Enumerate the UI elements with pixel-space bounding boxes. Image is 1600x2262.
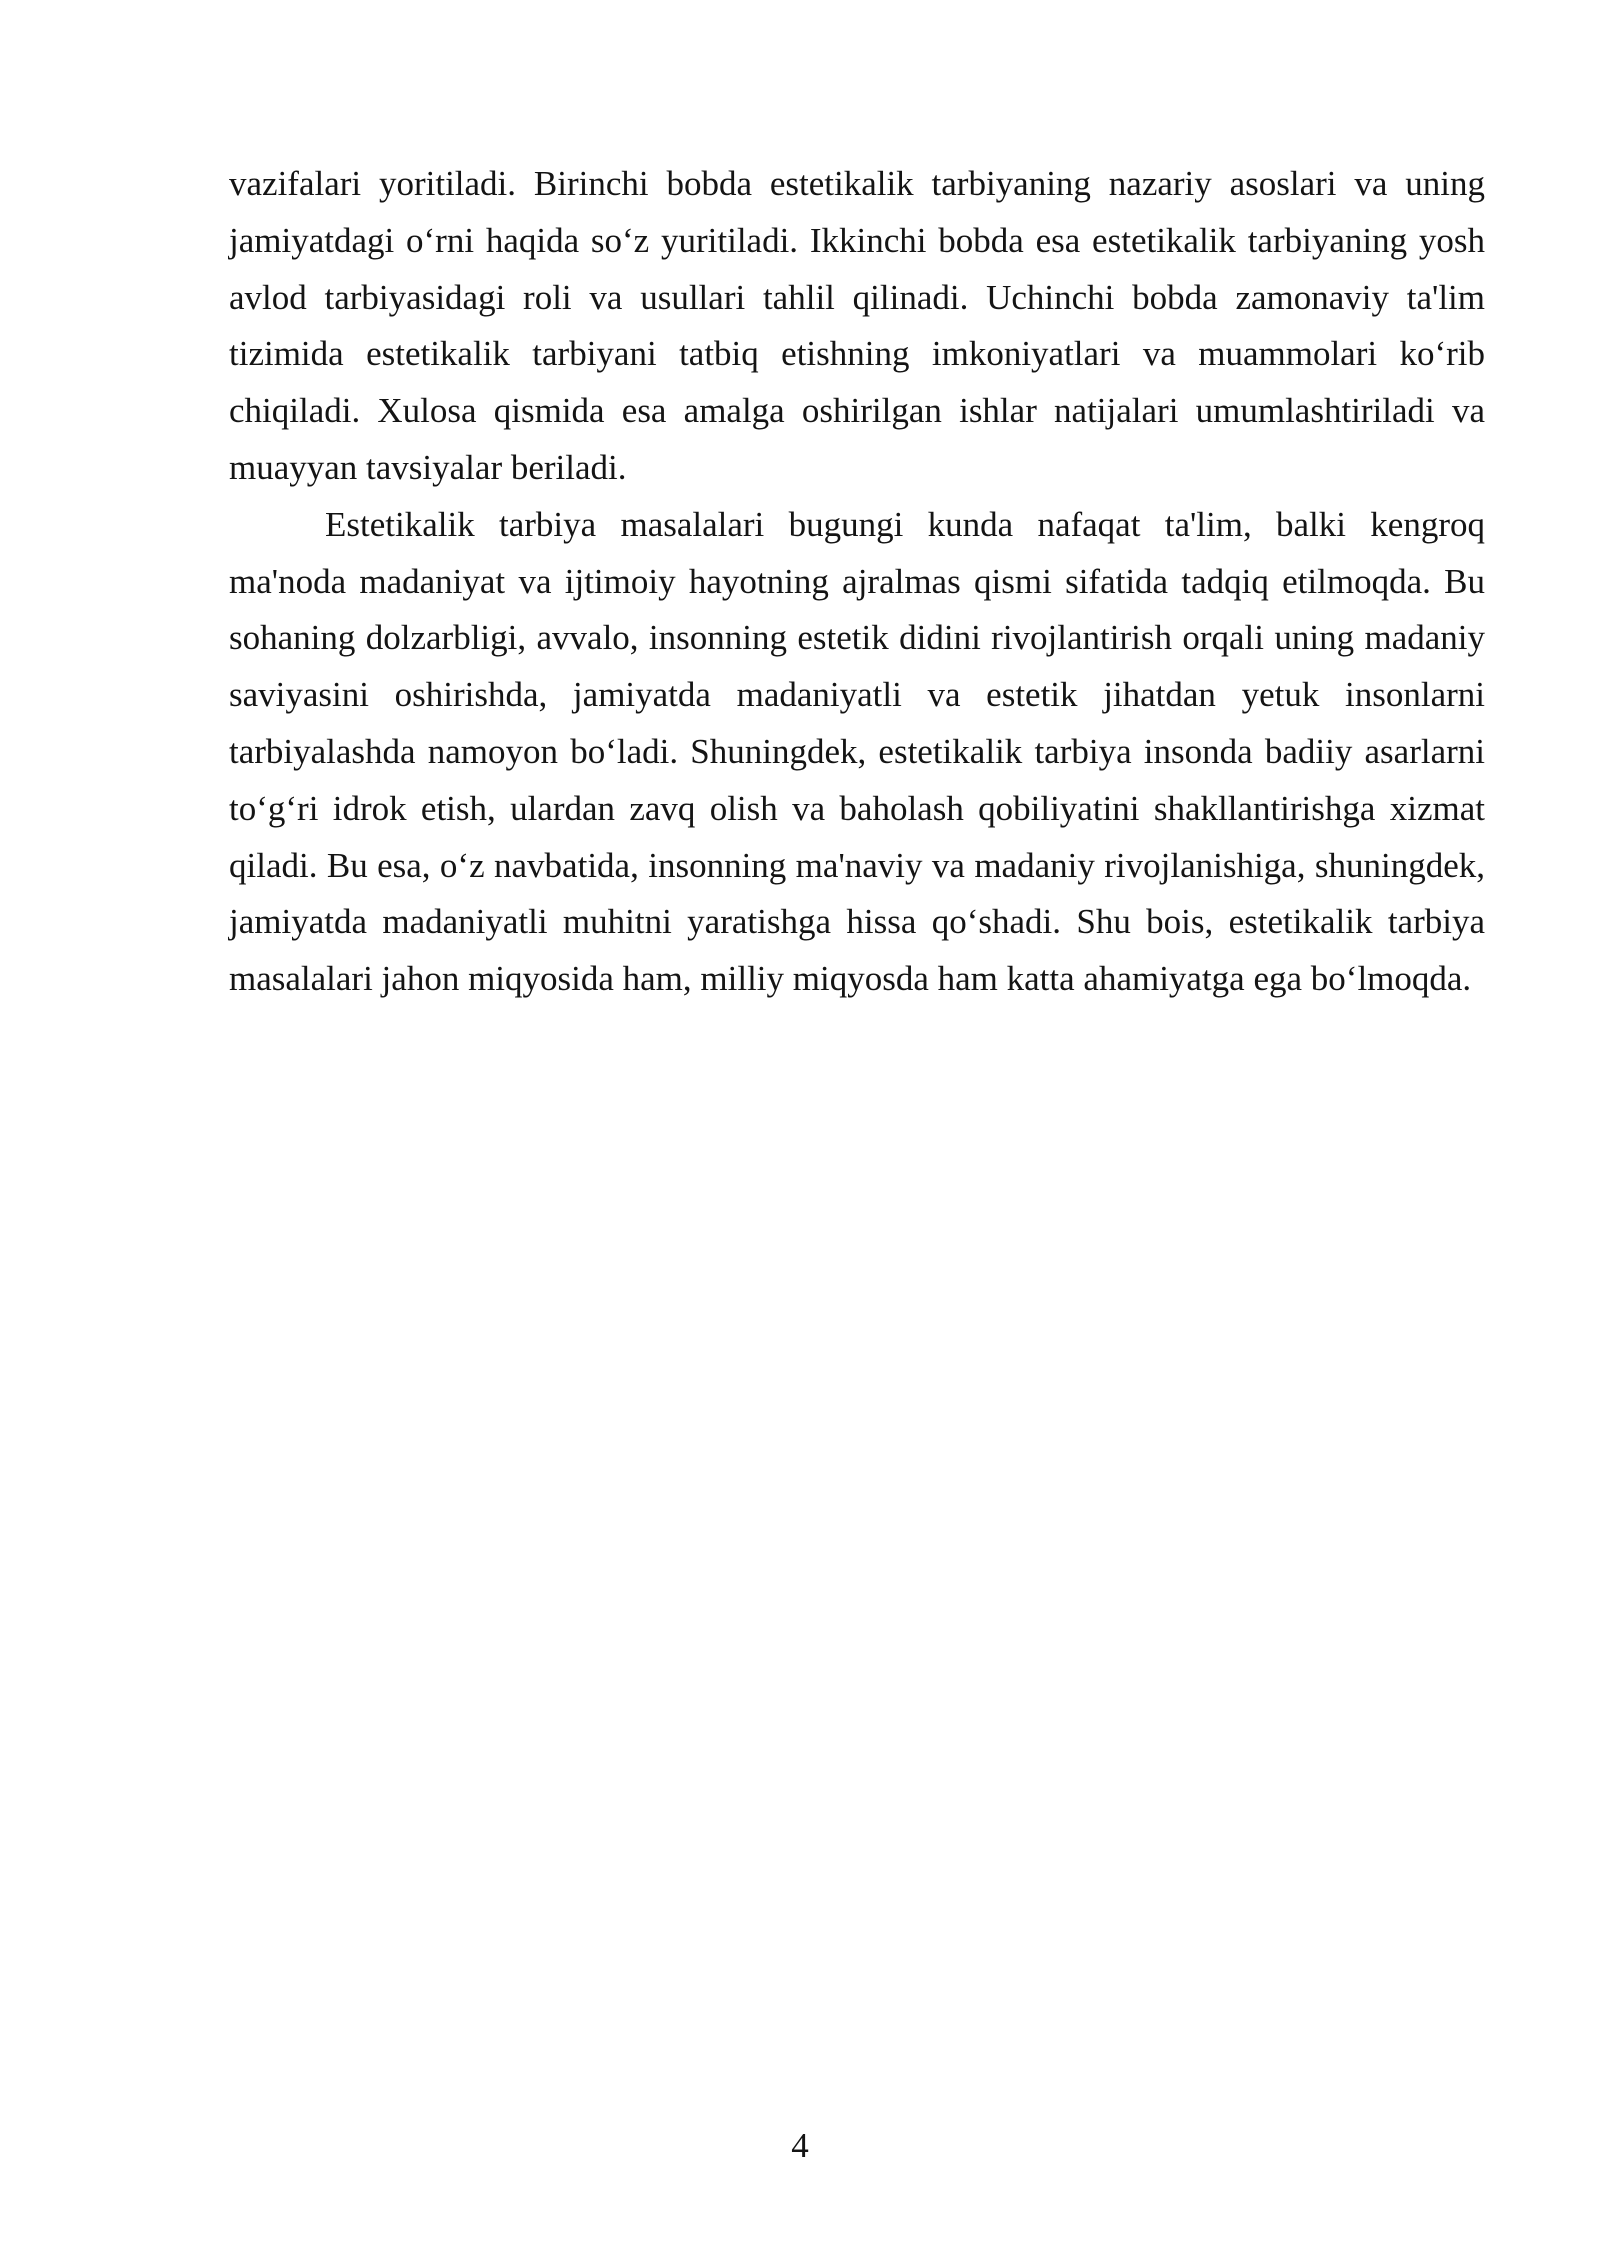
- paragraph-continuation: vazifalari yoritiladi. Birinchi bobda estetikalik tarbiyaning nazariy asoslari va uning jamiyatdagi o‘rni haqida so‘z yuritiladi. Ikkinchi bobda esa estetikalik tarbiyaning yosh avlod tarbiyasidagi roli va usullari tahlil qilinadi. Uchinchi bobda zamonaviy ta'lim tizimida estetikalik tarbiyani tatbiq etishning imkoniyatlari va muammolari ko‘rib chiqiladi. Xulosa qismida esa amalga oshirilgan ishlar natijalari umumlashtiriladi va muayyan tavsiyalar beriladi.: [229, 164, 1485, 487]
- text-body: [229, 156, 1485, 1008]
- page-number: 4: [791, 2126, 809, 2165]
- paragraph-relevance: Estetikalik tarbiya masalalari bugungi kunda nafaqat ta'lim, balki kengroq ma'noda madaniyat va ijtimoiy hayotning ajralmas qismi sifatida tadqiq etilmoqda. Bu sohaning dolzarbligi, avvalo, insonning estetik didini rivojlantirish orqali uning madaniy saviyasini oshirishda, jamiyatda madaniyatli va estetik jihatdan yetuk insonlarni tarbiyalashda namoyon bo‘ladi. Shuningdek, estetikalik tarbiya insonda badiiy asarlarni to‘g‘ri idrok etish, ulardan zavq olish va baholash qobiliyatini shakllantirishga xizmat qiladi. Bu esa, o‘z navbatida, insonning ma'naviy va madaniy rivojlanishiga, shuningdek, jamiyatda madaniyatli muhitni yaratishga hissa qo‘shadi. Shu bois, estetikalik tarbiya masalalari jahon miqyosida ham, milliy miqyosda ham katta ahamiyatga ega bo‘lmoqda.: [229, 504, 1485, 999]
